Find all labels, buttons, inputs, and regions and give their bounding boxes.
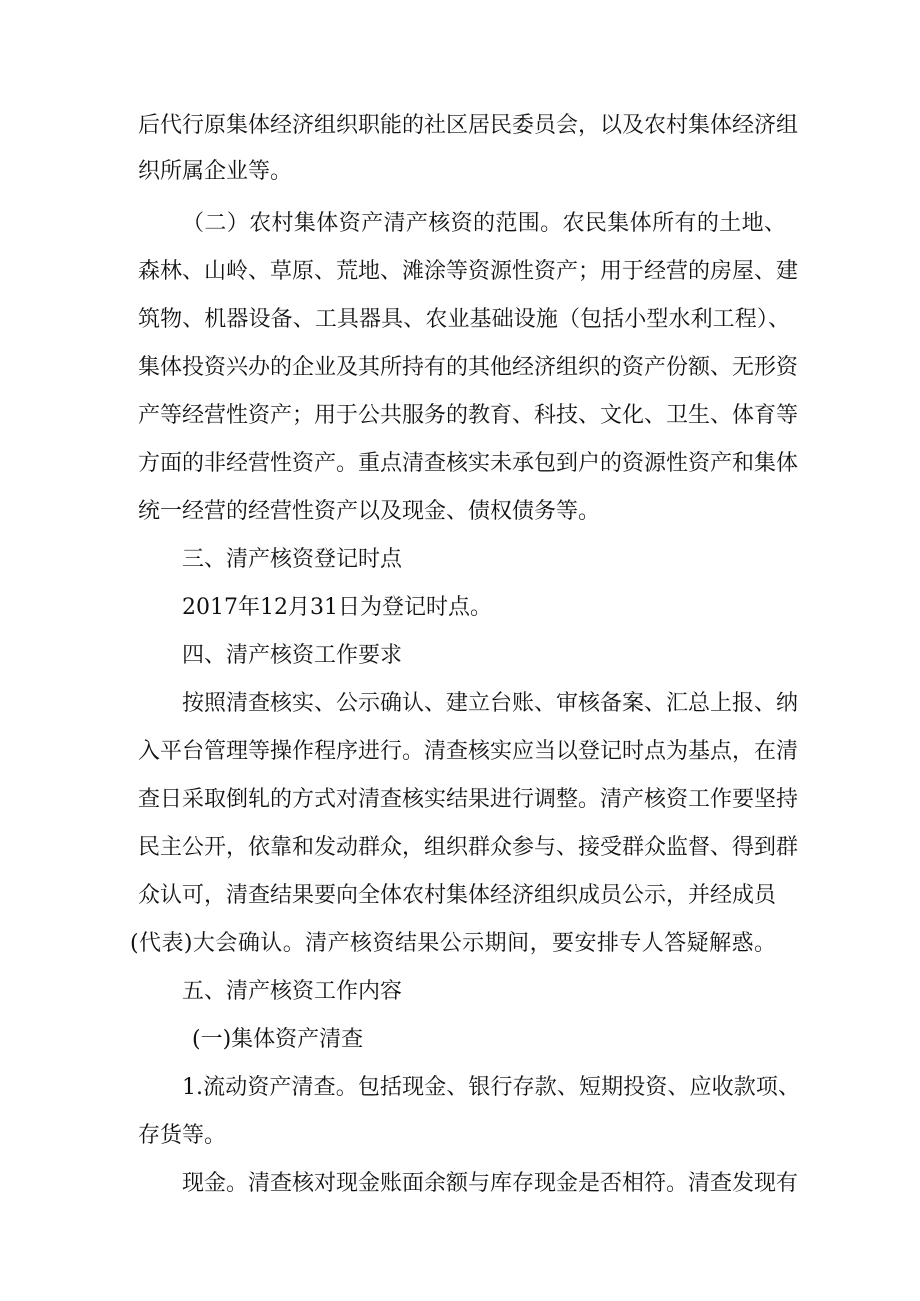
paragraph-line: 众认可，清查结果要向全体农村集体经济组织成员公示，并经成员 [138, 883, 777, 908]
section-heading: 五、清产核资工作内容 [182, 979, 403, 1004]
paragraph-line: 产等经营性资产；用于公共服务的教育、科技、文化、卫生、体育等 [138, 403, 799, 428]
paragraph-line: 民主公开，依靠和发动群众，组织群众参与、接受群众监督、得到群 [138, 835, 799, 860]
paragraph-line: 存货等。 [138, 1123, 227, 1148]
paragraph-line: 按照清查核实、公示确认、建立台账、审核备案、汇总上报、纳 [182, 691, 799, 716]
paragraph-line: 入平台管理等操作程序进行。清查核实应当以登记时点为基点，在清 [138, 739, 799, 764]
paragraph-line: 查日采取倒轧的方式对清查核实结果进行调整。清产核资工作要坚持 [138, 787, 799, 812]
paragraph-line: 集体投资兴办的企业及其所持有的其他经济组织的资产份额、无形资 [138, 355, 799, 380]
paragraph-line: 织所属企业等。 [138, 159, 293, 184]
paragraph-line: 现金。清查核对现金账面余额与库存现金是否相符。清查发现有 [182, 1171, 799, 1196]
paragraph-line: 筑物、机器设备、工具器具、农业基础设施（包括小型水利工程）、 [138, 307, 790, 332]
paragraph-line: (代表)大会确认。清产核资结果公示期间，要安排专人答疑解惑。 [130, 931, 776, 956]
paragraph-line: 统一经营的经营性资产以及现金、债权债务等。 [138, 499, 601, 524]
paragraph-line: 森林、山岭、草原、荒地、滩涂等资源性资产；用于经营的房屋、建 [138, 259, 799, 284]
paragraph-line: 后代行原集体经济组织职能的社区居民委员会，以及农村集体经济组 [138, 113, 799, 138]
section-heading: （二）农村集体资产清产核资的范围。农民集体所有的土地、 [182, 211, 786, 236]
paragraph-line: 2017年12月31日为登记时点。 [182, 595, 492, 620]
section-heading: 四、清产核资工作要求 [182, 643, 403, 668]
paragraph-line: 1.流动资产清查。包括现金、银行存款、短期投资、应收款项、 [182, 1075, 800, 1100]
paragraph-line: 方面的非经营性资产。重点清查核实未承包到户的资源性资产和集体 [138, 451, 799, 476]
subsection-heading: (一)集体资产清查 [192, 1027, 364, 1052]
section-heading: 三、清产核资登记时点 [182, 547, 403, 572]
